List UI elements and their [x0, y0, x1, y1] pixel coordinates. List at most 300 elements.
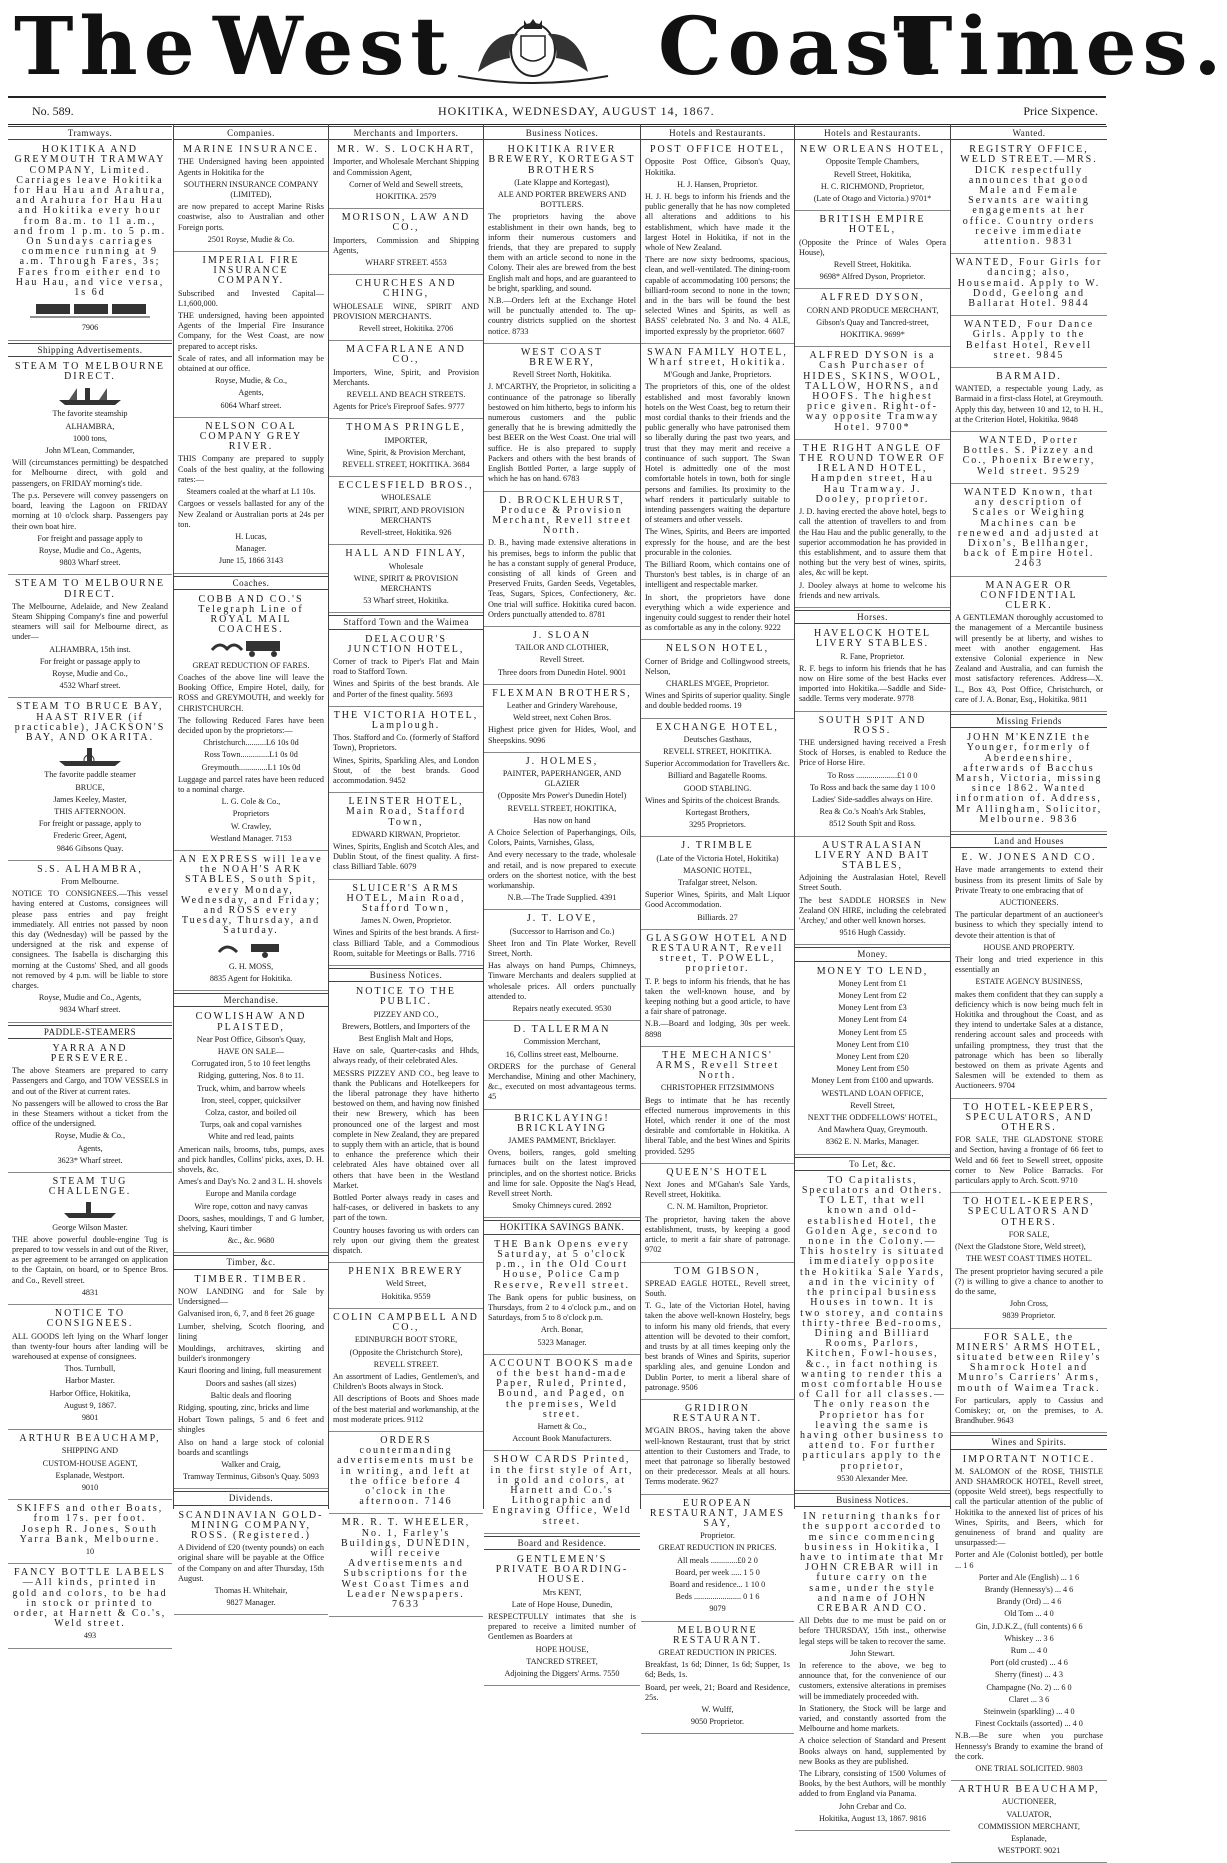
ad-body: Opposite Post Office, Gibson's Quay, Hokitika. [645, 157, 790, 177]
ad-line: (Late Klappe and Kortegast), [514, 177, 610, 187]
ad-line: Leather and Grindery Warehouse, [506, 700, 618, 710]
ad-body: All Debts due to me must be paid on or before THURSDAY, 15th inst., otherwise legal steps will be taken to recover the same. [799, 1616, 946, 1646]
advertisement [484, 1453, 640, 1533]
ad-line: WESTPORT. 9021 [997, 1846, 1061, 1856]
ad-headline: ECCLESFIELD BROS., [338, 480, 474, 492]
ad-line: HAVE ON SALE— [217, 1047, 285, 1057]
ad-line: FOR SALE, [1008, 1229, 1050, 1239]
ad-headline: NOTICE TO THE PUBLIC. [356, 986, 456, 1008]
ad-line: C. N. M. Hamilton, Proprietor. [667, 1202, 768, 1212]
ad-line: WHARF STREET. 4553 [365, 258, 447, 268]
section-heading-dividends: Dividends. [174, 1491, 328, 1505]
ad-headline: FLEXMAN BROTHERS, [492, 687, 632, 699]
ad-body: American nails, brooms, tubs, pumps, axes and pick handles, Collins' picks, axes, D. H. shovels, &c. [178, 1144, 324, 1175]
advertisement [795, 291, 950, 347]
ad-body: Agents for Price's Fireproof Safes. 9777 [333, 402, 465, 412]
ad-line: Commission Merchant, [523, 1037, 601, 1047]
advertisement [329, 985, 483, 1263]
coach-icon [178, 638, 324, 661]
ad-line: Royse, Mudie & Co., [54, 1131, 126, 1141]
advertisement [174, 420, 328, 574]
price: Price Sixpence. [1023, 104, 1098, 118]
ad-headline: SHOW CARDS Printed, in the first style of Art, in gold and colors, at Harnett and Co.'s Lithographic and Engraving Office, Weld street. [490, 1454, 634, 1527]
advertisement [641, 1166, 794, 1263]
ad-headline: J. SLOAN [532, 629, 592, 641]
ad-line: Royse, Mudie, & Co., [214, 376, 288, 386]
ad-line: Money Lent from £50 [836, 1064, 909, 1074]
section-heading-hotels-and-restaurants: Hotels and Restaurants. [795, 126, 950, 140]
ad-line: Claret ... 3 6 [1008, 1694, 1050, 1704]
ad-line: 3623* Wharf street. [57, 1155, 123, 1165]
ad-line: 9803 Wharf street. [59, 558, 121, 568]
ad-headline: COLIN CAMPBELL AND CO., [333, 1311, 479, 1334]
advertisement [795, 1510, 950, 1831]
section-heading-coaches: Coaches. [174, 576, 328, 590]
ad-line: Revell Street, Hokitika. [833, 260, 912, 270]
advertisement [484, 755, 640, 911]
ad-body: THE undersigned having received a Fresh Stock of Horses, is enabled to Reduce the Price of Horse Hire. [799, 737, 946, 768]
ad-body: Galvanised iron, 6, 7, and 8 feet 26 guage [178, 1309, 315, 1319]
ad-headline: AUSTRALASIAN LIVERY AND BAIT STABLES, [814, 839, 931, 871]
ad-headline: EUROPEAN RESTAURANT, JAMES SAY, [649, 1497, 786, 1529]
ad-headline: HALL AND FINLAY, [345, 548, 467, 560]
ad-body: Porter and Ale (Colonist bottled), per bottle ... 1 6 [955, 1550, 1103, 1570]
ad-headline: NEW ORLEANS HOTEL, [800, 144, 945, 156]
title-word-3: Coast [658, 0, 939, 93]
ad-line: Agents, [77, 1143, 103, 1153]
advertisement [795, 1174, 950, 1491]
ad-line: REVELL STREET, HOKITIKA. 3684 [342, 460, 470, 470]
ad-headline: BARMAID. [996, 371, 1062, 383]
ad-line: Corrugated iron, 5 to 10 feet lengths [191, 1059, 311, 1069]
ad-line: Walker and Craig, [221, 1459, 281, 1469]
ad-line: Esplanade, [1011, 1834, 1047, 1844]
ad-headline: WANTED Known, that any description of Scales or Weighing Machines can be renewed and adjusted at Dixon's, Bellhanger, back of Empire Hotel. 2463 [957, 486, 1101, 570]
advertisement [8, 1042, 172, 1173]
advertisement [484, 1112, 640, 1219]
ad-headline: SLUICER'S ARMS HOTEL, Main Road, Stafford Town, [346, 882, 466, 914]
advertisement [329, 795, 483, 879]
ad-line: COMMISSION MERCHANT, [978, 1821, 1080, 1831]
ad-line: Wire rope, cotton and navy canvas [194, 1201, 308, 1211]
ad-line: SOUTHERN INSURANCE COMPANY (LIMITED), [183, 179, 319, 200]
ad-body: makes them confident that they can supply a deficiency which is now being much felt in Hokitika and throughout the Coast, and as they intend to undertake Sales at a distance, rendering account sales and proceeds with unfailing promptness, they trust that the patronage which has been so liberally bestowed on them as private Agents and Salesmen will be extended to them as Auctioneers. 9704 [955, 989, 1103, 1091]
ad-line: Old Tom ... 4 0 [1004, 1609, 1054, 1619]
ad-line: Thos. Turnbull, [64, 1364, 116, 1374]
ad-line: 9079 [709, 1604, 726, 1614]
ad-line: Ladies' Side-saddles always on Hire. [812, 794, 933, 804]
ad-line: Truck, whim, and barrow wheels [197, 1083, 305, 1093]
ad-body: A Choice Selection of Paperhangings, Oils, Colors, Paints, Varnishes, Glass, [488, 827, 636, 848]
ad-body: Corner of Bridge and Collingwood streets, Nelson, [645, 656, 790, 676]
ad-body: Importers, Commission and Shipping Agents, [333, 235, 479, 255]
ad-headline: SWAN FAMILY HOTEL, Wharf street, Hokitika. [647, 346, 788, 369]
ad-body: Superior Wines, Spirits, and Malt Liquor Good Accommodation. [645, 890, 790, 910]
ad-line: Smoky Chimneys cured. 2892 [512, 1201, 612, 1211]
ad-line: HOKITIKA. 9699* [840, 330, 905, 340]
ad-headline: YARRA AND PERSEVERE. [50, 1042, 130, 1065]
ad-headline: WANTED, Four Dance Girls. Apply to the Belfast Hotel, Revell street. 9845 [963, 319, 1095, 361]
advertisement [484, 346, 640, 492]
ad-line: White and red lead, paints [208, 1132, 294, 1142]
ad-line: Trafalgar street, Nelson. [677, 878, 758, 887]
ad-body: T. P. begs to inform his friends, that he has taken the well-known house, and by keeping nothing but a good article, to have a fair share of patronage. [645, 976, 790, 1017]
masthead [8, 0, 1227, 93]
ad-line: Revell Street, [850, 1100, 895, 1110]
advertisement [8, 360, 172, 575]
ad-line: Money Lent from £20 [836, 1052, 909, 1062]
advertisement [484, 1357, 640, 1452]
ad-body: Importers, Wine, Spirit, and Provision Merchants. [333, 367, 479, 387]
ad-body: FOR SALE, THE GLADSTONE STORE and Section, having a frontage of 66 feet to Weld and 66 feet to Sewell street, opposite corner to New Police Barracks. For particulars apply to Arch. Scott. 9710 [955, 1135, 1103, 1186]
ad-line: Money Lent from £1 [838, 978, 907, 988]
ad-line: 4831 [81, 1287, 99, 1297]
section-heading-missing-friends: Missing Friends [951, 714, 1107, 728]
ad-body: NOTICE TO CONSIGNEES.—This vessel having entered at Customs, consignees will please pass entries and pay freight immediately. All entries not passed by noon this day (Wednesday) will be passed by the undersigned at the risk and expense of consignees. The Isabella is discharging this morning at the Customs' Shed, and all goods not removed by 4 p.m. will be liable to store charges. [12, 889, 168, 991]
column-4 [483, 124, 640, 1678]
ad-headline: E. W. JONES AND CO. [961, 852, 1097, 864]
ad-line: W. Crawley, [230, 821, 272, 831]
ad-line: L. G. Cole & Co., [221, 797, 281, 807]
ad-body: Their long and tried experience in this essentially an [955, 955, 1103, 975]
ad-body: Kauri flooring and lining, full measurement [178, 1366, 322, 1376]
advertisement [8, 1432, 172, 1500]
ad-line: Wine, Spirit, & Provision Merchant, [346, 447, 466, 457]
ad-headline: STEAM TO MELBOURNE DIRECT. [14, 360, 166, 383]
section-heading-tramways: Tramways. [8, 126, 172, 140]
ad-line: NEXT THE ODDFELLOWS' HOTEL, [807, 1113, 938, 1123]
advertisement [641, 721, 794, 838]
ad-headline: SCANDINAVIAN GOLD-MINING COMPANY, ROSS. (Registered.) [178, 1509, 324, 1541]
tugboat-icon [12, 1199, 168, 1222]
advertisement [329, 709, 483, 793]
ad-headline: J. HOLMES, [525, 755, 599, 767]
columns [8, 124, 1106, 1856]
ad-line: GREAT REDUCTION IN PRICES. [658, 1648, 777, 1657]
section-heading-business-notices: Business Notices. [484, 126, 640, 140]
ad-line: TANCRED STREET, [526, 1656, 598, 1666]
ad-body: A choice selection of Standard and Present Books always on hand, supplemented by new Books as they are published. [799, 1736, 946, 1766]
ad-line: HOKITIKA. 2579 [375, 192, 437, 202]
section-heading-companies: Companies. [174, 126, 328, 140]
ad-line: HOUSE AND PROPERTY. [983, 942, 1075, 952]
dateline [8, 96, 1106, 125]
ad-line: PAINTER, PAPERHANGER, AND GLAZIER [502, 768, 622, 789]
advertisement [951, 1453, 1107, 1782]
advertisement [951, 851, 1107, 1098]
ad-line: Money Lent from £2 [838, 991, 907, 1001]
ad-line: 9846 Gibsons Quay. [56, 843, 124, 853]
ad-headline: TO HOTEL-KEEPERS, SPECULATORS AND OTHERS. [963, 1196, 1095, 1228]
ad-line: &c., &c. 9680 [227, 1236, 275, 1246]
ad-headline: TO HOTEL-KEEPERS, SPECULATORS, AND OTHERS. [963, 1101, 1095, 1134]
advertisement [329, 633, 483, 707]
ad-headline: J. TRIMBLE [681, 840, 754, 852]
ad-headline: STEAM TO MELBOURNE DIRECT. [14, 578, 166, 600]
ad-headline: MR. W. S. LOCKHART, [336, 144, 476, 156]
ad-body: Wines and Spirits of the best brands. A first-class Billiard Table, and a Commodious Room, suitable for Meetings or Balls. 7716 [333, 928, 479, 958]
ad-body: All descriptions of Boots and Shoes made of the best material and workmanship, at the most moderate prices. 9112 [333, 1394, 479, 1424]
ad-line: To Ross and back the same day 1 10 0 [809, 782, 936, 792]
advertisement [484, 1023, 640, 1109]
ad-line: And Mawhera Quay, Greymouth. [817, 1125, 928, 1135]
ad-line: Money Lent from £5 [838, 1027, 907, 1037]
ad-headline: AN EXPRESS will leave the NOAH'S ARK STABLES, South Spit, every Monday, Wednesday, and Friday; and ROSS every Tuesday, Thursday, and Saturday. [179, 853, 323, 937]
ad-headline: IMPERIAL FIRE INSURANCE COMPANY. [202, 255, 300, 287]
advertisement [641, 1265, 794, 1400]
advertisement [174, 1273, 328, 1490]
ad-line: H. Lucas, [235, 531, 267, 541]
ad-line: John Cross, [1009, 1299, 1049, 1309]
section-heading-wanted: Wanted. [951, 126, 1107, 140]
advertisement [329, 1311, 483, 1432]
advertisement [174, 593, 328, 851]
ad-line: All meals .............£0 2 0 [677, 1555, 758, 1565]
ad-line: John M'Lean, Commander, [45, 446, 135, 456]
ad-line: 53 Wharf street, Hokitika. [363, 596, 449, 606]
ad-body: Ovens, boilers, ranges, gold smelting furnaces built on the latest improved principles, and on the shortest notice. Bricks and lime for sale. Opposite the Nag's Head, Revell street North. [488, 1148, 636, 1199]
ad-body: Subscribed and Invested Capital—L1,600,000. [178, 288, 324, 308]
ad-line: Brandy (Hennessy's) ... 4 6 [984, 1584, 1074, 1594]
ad-body: The following Reduced Fares have been decided upon by the proprietors:— [178, 715, 324, 735]
advertisement [951, 370, 1107, 432]
title-word-2: West [213, 0, 454, 93]
ad-headline: TO Capitalists, Speculators and Others. TO LET, that well known and old-established Hotel, the Golden Age, second to none in the Colony.—This hostelry is situated immediately opposite the Hokitika Sale Yards, and in the vicinity of the principal business Houses in town. It is two storey, and contains thirty-three Bed-rooms, Dining and Billiard Rooms, Parlors, Kitchen, Fowl-houses, &c., in fact nothing is wanting to render this a most comfortable House of Call for all classes.—The only reason the Proprietor has for leaving the same is having other business to attend to. For further particulars apply to the proprietor, [799, 1174, 946, 1472]
ad-headline: MARINE INSURANCE. [183, 144, 319, 156]
ad-body: Scale of rates, and all information may be obtained at our office. [178, 353, 324, 374]
column-7 [950, 124, 1107, 1856]
ad-body: RESPECTFULLY intimates that she is prepared to receive a limited number of Gentlemen as Boarders at [488, 1611, 636, 1642]
ad-body: Ridging, spouting, zinc, bricks and lime [178, 1402, 309, 1412]
advertisement [951, 1331, 1107, 1434]
ad-body: D. B., having made extensive alterations in his premises, begs to inform the public that he has a constant supply of general Produce, consisting of all kinds of Green and Preserved Fruits, Garden Seeds, Vegetables, Teas, Sugars, Spices, Confectionery, &c. One trial will suffice. Hokitika cured bacon. Orders punctually attended to. 8781 [488, 538, 636, 619]
ad-body: The proprietor, having taken the above establishment, trusts, by keeping a good article, to merit a fair share of patronage. 9702 [645, 1214, 790, 1255]
ad-line: Europe and Manila cordage [205, 1189, 297, 1199]
ad-body: Also on hand a large stock of colonial boards and scantlings [178, 1437, 324, 1457]
section-heading-stafford-town-and-the-waimea: Stafford Town and the Waimea [329, 615, 483, 629]
ad-headline: FOR SALE, the MINERS' ARMS HOTEL, situated between Riley's Shamrock Hotel and Munro's Carriers' Arms, mouth of Waimea Track. [956, 1331, 1102, 1394]
ad-line: Steinwein (sparkling) ... 4 0 [983, 1707, 1075, 1717]
ad-line: TAILOR AND CLOTHIER, [515, 643, 609, 653]
ad-headline: LEINSTER HOTEL, Main Road, Stafford Town, [345, 796, 467, 828]
ad-body: And every necessary to the trade, wholesale and retail, and is now prepared to execute orders on the shortest notice, with the best workmanship. [488, 850, 636, 890]
ad-line: Finest Cocktails (assorted) ... 4 0 [975, 1719, 1083, 1729]
ad-body: Begs to intimate that he has recently effected numerous improvements in this Hotel, which render it one of the most desirable and comfortable in Hokitika. A liberal Table, and the best Wines and Spirits provided. 5295 [645, 1095, 790, 1156]
ad-headline: D. BROCKLEHURST, Produce & Provision Merchant, Revell street North. [492, 494, 632, 537]
ad-headline: ORDERS countermanding advertisements must be in writing, and left at the office before 4 o'clock in the afternoon. 7146 [337, 1434, 475, 1508]
ad-body: Wines and Spirits of superior quality. Single and double bedded rooms. 19 [645, 691, 790, 711]
advertisement [641, 932, 794, 1047]
ad-line: James Keeley, Master, [53, 794, 127, 804]
advertisement [795, 349, 950, 440]
section-heading-land-and-houses: Land and Houses [951, 834, 1107, 848]
ad-body: The best SADDLE HORSES in New Zealand ON HIRE, including the celebrated 'Archey,' and other well known horses. [799, 895, 946, 925]
ad-headline: BRICKLAYING! BRICKLAYING [514, 1112, 610, 1134]
ad-headline: SOUTH SPIT AND ROSS. [818, 714, 927, 736]
ad-line: (Opposite Mrs Power's Dunedin Hotel) [497, 791, 627, 801]
ad-line: 4532 Wharf street. [59, 681, 121, 691]
ad-body: Luggage and parcel rates have been reduced to a nominal charge. [178, 774, 324, 794]
ad-headline: STEAM TUG CHALLENGE. [48, 1176, 132, 1198]
ad-line: (Late of the Victoria Hotel, Hokitika) [656, 853, 779, 863]
ad-line: For freight or passage apply to [39, 656, 141, 666]
ad-line: Revell Street, Hokitika, [833, 169, 912, 179]
ad-line: 9530 Alexander Mee. [837, 1473, 908, 1483]
ad-body: The Billiard Room, which contains one of Thurston's best tables, is in charge of an intelligent and respectable marker. [645, 559, 790, 590]
ad-line: ALHAMBRA, 15th inst. [49, 644, 131, 654]
ad-headline: THE Bank Opens every Saturday, at 5 o'clock p.m., in the Old Court House, Police Camp Reserve, Revell street. [494, 1238, 630, 1291]
royal-coat-of-arms-icon [438, 12, 628, 82]
ad-body: Doors, sashes, mouldings, T and G lumber, shelving, Kauri timber [178, 1213, 324, 1234]
ad-line: ONE TRIAL SOLICITED. 9803 [975, 1764, 1083, 1774]
column-6 [794, 124, 950, 1823]
advertisement [951, 256, 1107, 316]
ad-body: N.B.—Be sure when you purchase Hennessy's Brandy to examine the brand of the cork. [955, 1731, 1103, 1761]
ad-line: Royse, Mudie and Co., [52, 668, 128, 678]
section-heading-merchants-and-importers: Merchants and Importers. [329, 126, 483, 140]
ad-line: H. C. RICHMOND, Proprietor, [820, 181, 925, 191]
ad-body: For particulars, apply to Cassius and Comiskey; or, on the premises, to A. Brandhuber. 9643 [955, 1395, 1103, 1426]
ad-line: Proprietors [232, 809, 270, 819]
ad-headline: MR. R. T. WHEELER, No. 1, Farley's Buildings, DUNEDIN, will receive Advertisements and Subscriptions for the West Coast Times and Leader Newspapers. 7633 [341, 1517, 471, 1610]
advertisement [641, 1402, 794, 1495]
ad-line: (Successor to Harrison and Co.) [509, 926, 615, 936]
ad-body: Cargoes or vessels ballasted for any of the New Zealand or Australian ports at 24s per ton. [178, 499, 324, 529]
ad-body: are now prepared to accept Marine Risks coastwise, also to Australian and other Foreign ports. [178, 202, 324, 232]
ad-body: Superior Accommodation for Travellers &c. [645, 759, 790, 769]
ad-line: Deutsches Gasthaus, [683, 734, 752, 744]
ad-line: CORN AND PRODUCE MERCHANT, [806, 305, 939, 315]
ad-body: WANTED, a respectable young Lady, as Barmaid in a first-class Hotel, at Greymouth. Apply this day, between 10 and 12, to H. H., at the Criterion Hotel, Hokitika. 9848 [955, 384, 1103, 424]
advertisement [8, 143, 172, 340]
ad-body: (Opposite the Prince of Wales Opera House), [799, 237, 946, 257]
ad-line: Westland Manager. 7153 [210, 833, 292, 843]
ad-line: M'Gough and Janke, Proprietors. [663, 370, 772, 380]
ad-line: Port (old crusted) ... 4 6 [990, 1658, 1068, 1668]
ad-line: 9010 [81, 1482, 99, 1492]
ad-line: AUCTIONEERS. [999, 898, 1059, 907]
section-heading-wines-and-spirits: Wines and Spirits. [951, 1435, 1107, 1449]
advertisement [8, 1307, 172, 1430]
ad-line: Esplanade, Westport. [55, 1470, 125, 1480]
ad-line: 3295 Proprietors. [689, 820, 746, 830]
section-heading-horses: Horses. [795, 610, 950, 624]
ad-headline: THE VICTORIA HOTEL, Lamplough. [333, 709, 479, 731]
ad-line: Billiard and Bagatelle Rooms. [667, 771, 768, 781]
advertisement [329, 547, 483, 613]
ad-line: REVELL AND BEACH STREETS. [346, 390, 466, 400]
advertisement [329, 343, 483, 419]
ad-headline: DELACOUR'S JUNCTION HOTEL, [347, 633, 465, 655]
column-2 [173, 124, 328, 1608]
ad-body: J. M'CARTHY, the Proprietor, in soliciting a continuance of the patronage so liberally bestowed on him hitherto, begs to inform his numerous customers and the public generally that he is brewing admittedly the best BEER on the West Coast. One trial will suffice. He is also prepared to supply Packers and others with the best brands of English Bottled Porter, a large supply of which he has on hand. 6783 [488, 382, 636, 484]
ad-line: Doors and sashes (all sizes) [205, 1378, 297, 1388]
ad-line: Wholesale [388, 561, 424, 571]
ad-body: Have on sale, Quarter-casks and Hhds, always ready, of their celebrated Ales. [333, 1046, 479, 1066]
ad-line: Ridging, guttering, Nos. 8 to 11. [198, 1071, 304, 1081]
ad-line: REVELL STREET. [373, 1359, 439, 1369]
ad-line: WESTLAND LOAN OFFICE, [821, 1088, 924, 1098]
ad-body: Has always on hand Pumps, Chimneys, Tinware Merchants and dealers supplied at wholesale prices. All orders punctually attended to. [488, 961, 636, 1001]
advertisement [8, 1502, 172, 1564]
ad-body: The proprietors of this, one of the oldest established and most favorably known hotels on the West Coast, beg to return their most cordial thanks to their friends and the public generally who have patronised them so liberally during the past two years, and trust that they may merit and receive a continuance of such support. The Swan Hotel is admittedly one of the most comfortable hotels in town, both for single persons and families. Its proximity to the wharf renders it particularly suitable to intending passengers waiting the departure of steamers and other vessels. [645, 382, 790, 525]
ad-body: Wines, Spirits, English and Scotch Ales, and Dublin Stout, of the finest quality. A first-class Billiard Table. 6079 [333, 841, 479, 872]
ad-headline: THOMAS PRINGLE, [346, 422, 466, 434]
ad-line: GREAT REDUCTION IN PRICES. [658, 1543, 777, 1553]
ad-line: 9516 Hugh Cassidy. [839, 928, 906, 938]
advertisement [641, 1049, 794, 1164]
ad-body: M'GAIN BROS., having taken the above well-known Restaurant, trust that by strict attention to their Customers and Trade, to meet that patronage so liberally bestowed on their predecessor. Meals at all hours. Terms moderate. 9627 [645, 1426, 790, 1487]
ad-line: Revell-street, Hokitika. 926 [360, 528, 452, 538]
ad-line: Board, per week ..... 1 5 0 [675, 1567, 760, 1577]
advertisement [951, 1195, 1107, 1328]
ad-line: Revell street, Hokitika. 2706 [358, 324, 454, 334]
advertisement [951, 318, 1107, 368]
ad-line: 8835 Agent for Hokitika. [209, 974, 293, 984]
ad-body: In reference to the above, we beg to announce that, for the convenience of our customers, extensive alterations in premises will be immediately proceeded with. [799, 1661, 946, 1701]
ad-line: The favorite steamship [52, 409, 128, 419]
ad-line: W. Wulff, [701, 1705, 734, 1715]
ad-body: Adjoining the Australasian Hotel, Revell Street South. [799, 873, 946, 893]
ad-body: The Bank opens for public business, on Thursdays, from 2 to 4 o'clock p.m., and on Saturdays, from 5 to 8 o'clock p.m. [488, 1292, 636, 1323]
ad-headline: THE MECHANICS' ARMS, Revell Street North. [655, 1049, 780, 1082]
ad-line: Brandy (Ord) ... 4 6 [996, 1597, 1062, 1607]
ad-body: Importer, and Wholesale Merchant Shipping and Commission Agent, [333, 157, 479, 177]
ad-body: Ames's and Day's No. 2 and 3 L. H. shovels [178, 1177, 322, 1187]
ad-line: 493 [83, 1631, 97, 1641]
advertisement [174, 143, 328, 252]
ad-line: 16, Collins street east, Melbourne. [505, 1049, 619, 1059]
ad-line: Manager. [235, 544, 267, 554]
advertisement [484, 912, 640, 1021]
horse-cart-icon [178, 939, 324, 962]
ad-line: Money Lent from £10 [836, 1039, 909, 1049]
advertisement [641, 839, 794, 929]
ad-body: ALL GOODS left lying on the Wharf longer than twenty-four hours after landing will be warehoused at expense of consignees. [12, 1331, 168, 1361]
ad-line: Hokitika. 9559 [381, 1291, 431, 1301]
ad-line: Turps, oak and copal varnishes [200, 1120, 302, 1130]
advertisement [8, 863, 172, 1023]
ad-line: WHOLESALE [380, 493, 432, 503]
ad-body: N.B.—Orders left at the Exchange Hotel will be punctually attended to. The up-country districts supplied on the shortest notice. 8733 [488, 296, 636, 336]
section-heading-merchandise: Merchandise. [174, 993, 328, 1007]
ad-line: Brewers, Bottlers, and Importers of the [341, 1021, 470, 1031]
ad-line: Corner of Weld and Sewell streets, [349, 179, 463, 189]
ad-line: IMPORTER, [384, 435, 428, 445]
ad-line: Revell Street North, Hokitika. [512, 370, 612, 380]
ad-line: (Opposite the Christchurch Store), [349, 1347, 463, 1357]
ad-line: Three doors from Dunedin Hotel. 9001 [497, 667, 627, 677]
ad-line: Greymouth..............L1 10s 0d [201, 762, 301, 772]
ad-body: There are now sixty bedrooms, spacious, clean, and well-ventilated. The dining-room capable of accommodating 100 persons; the billiard-room second to none in the town; and in the bars will be found the best selected Wines and Spirits, as well as BASS' celebrated No. 3 and No. 4 ALE, imported expressly by the proprietor. 6607 [645, 255, 790, 336]
ad-line: Champagne (No. 2) ... 6 0 [986, 1682, 1072, 1692]
ad-headline: MORISON, LAW AND CO., [341, 212, 471, 234]
ad-line: Has now on hand [533, 815, 591, 825]
ad-body: Coaches of the above line will leave the Booking Office, Empire Hotel, daily, for ROSS and GREYMOUTH, and weekly for CHRISTCHURCH. [178, 672, 324, 713]
ad-line: G. H. MOSS, [228, 961, 274, 971]
ad-line: 7906 [81, 323, 99, 333]
ad-body: No passengers will be allowed to cross the Bar in these Steamers without a ticket from the office of the undersigned. [12, 1098, 168, 1129]
advertisement [8, 700, 172, 860]
ad-line: JAMES PAMMENT, Bricklayer. [508, 1136, 616, 1146]
ad-body: A GENTLEMAN thoroughly accustomed to the management of a Mercantile business will presently be at liberty, and wishes to meet with another engagement. Has extensive Colonial experience in New Zealand and Australia, and can furnish the most satisfactory references. Address—X. L., Box 43, Post Office, Christchurch, or care of J. A. Bonar, Esq., Hokitika. 9811 [955, 613, 1103, 704]
ad-body: J. D. having erected the above hotel, begs to call the attention of travellers to and from the Hau Hau and the public generally, to the superior accommodation he has provided in this establishment, and to assure them that nothing but the very best of wines, spirits, ales, &c will be kept. [799, 507, 946, 578]
ad-headline: NELSON HOTEL, [665, 643, 770, 655]
ad-line: George Wilson Master. [52, 1222, 128, 1232]
ad-line: MASONIC HOTEL, [683, 865, 752, 875]
advertisement [641, 1497, 794, 1622]
ad-line: 1000 tons, [72, 433, 108, 443]
